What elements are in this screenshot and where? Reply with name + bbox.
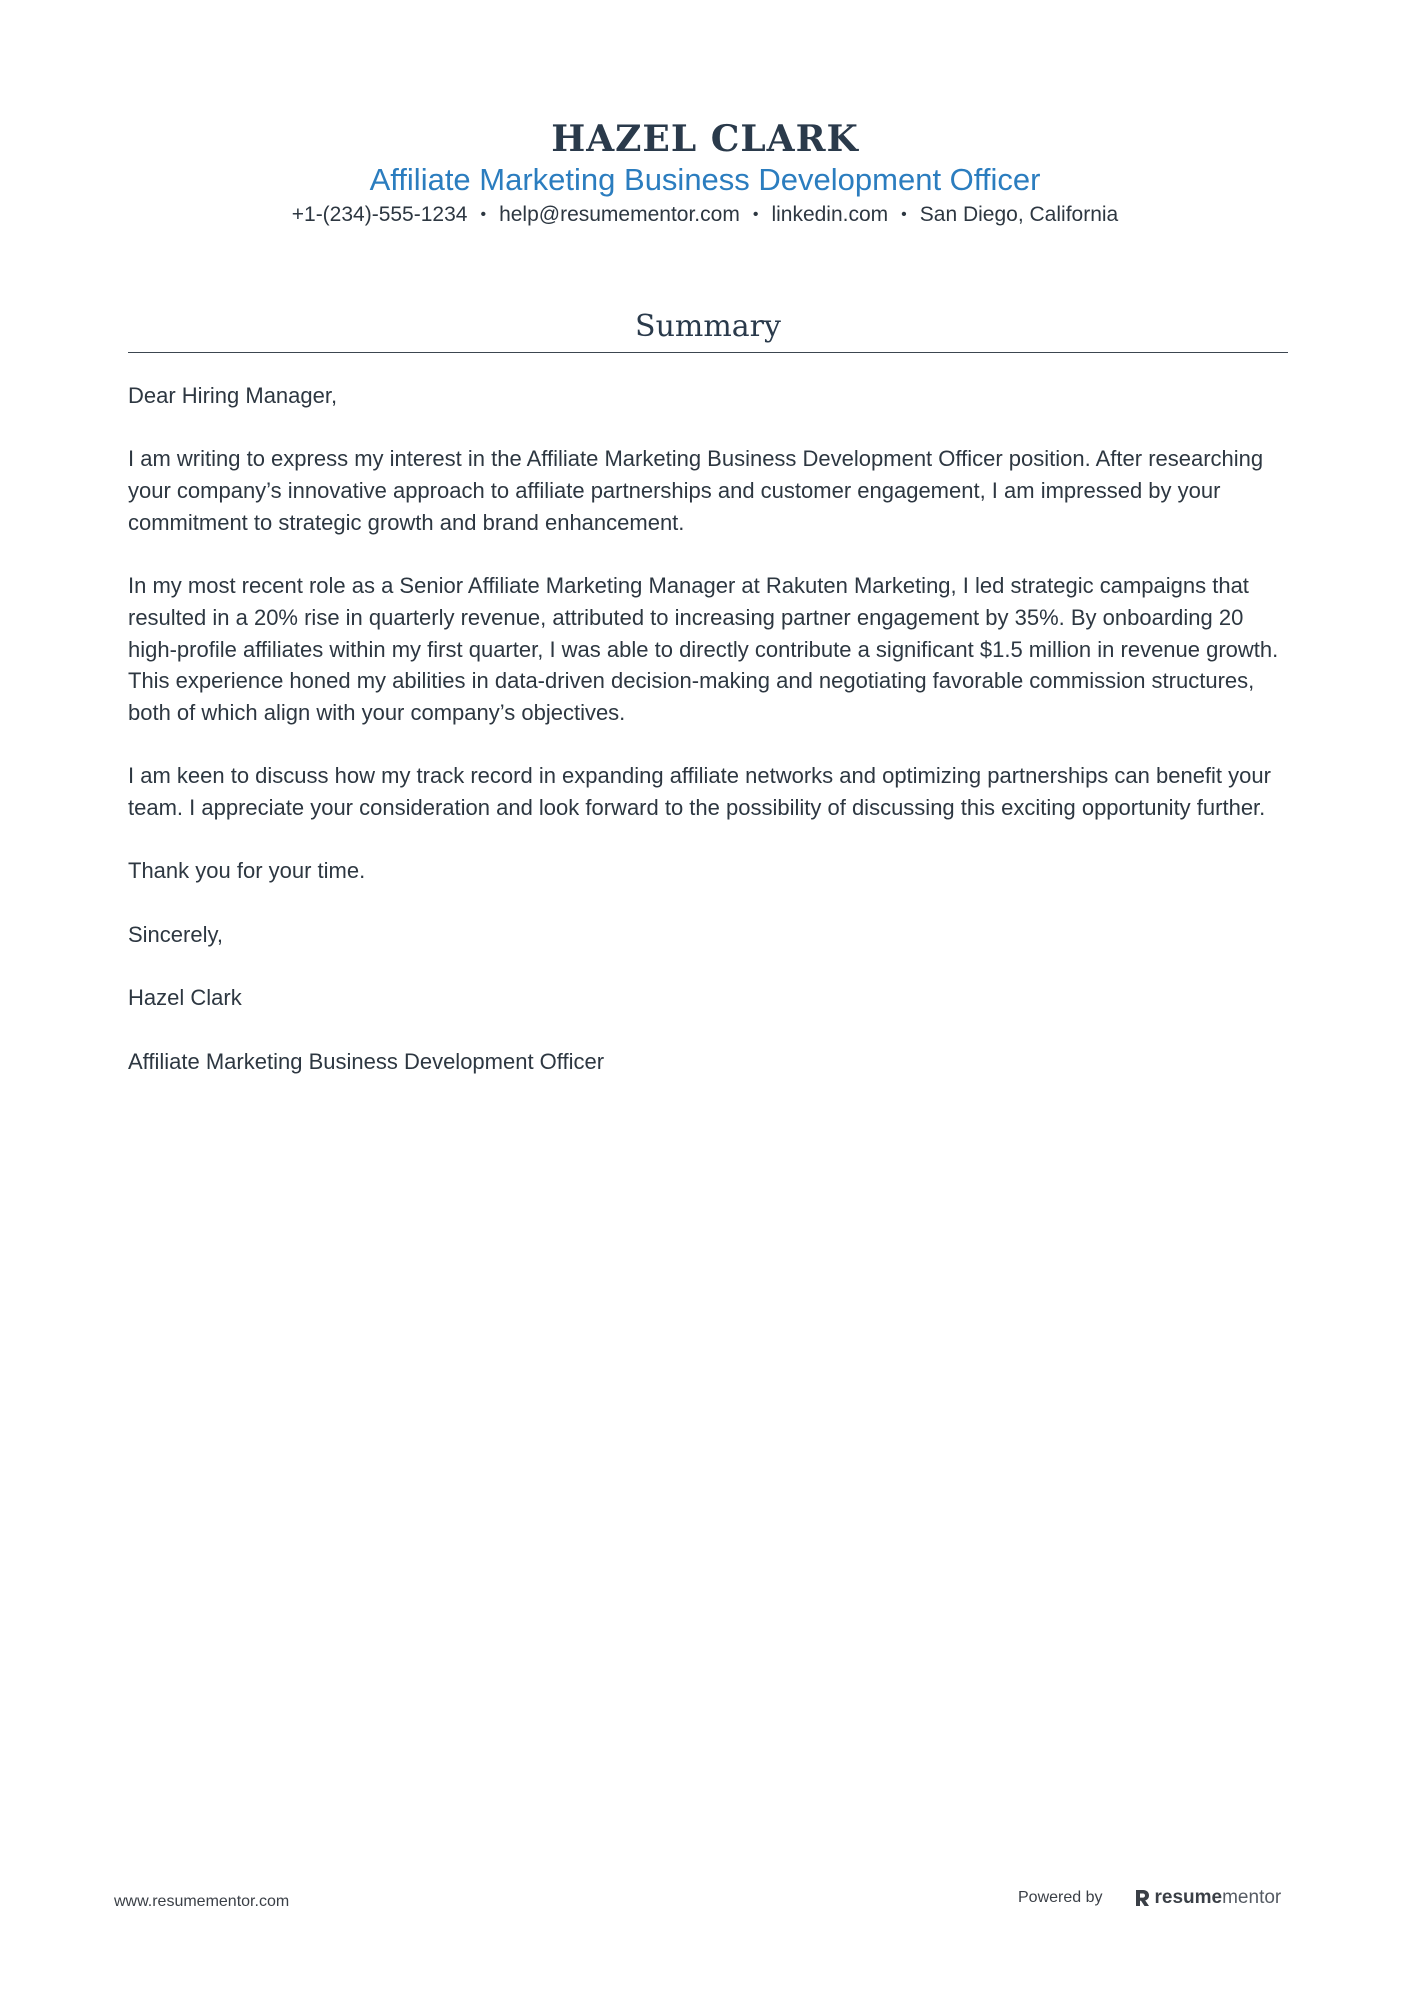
resumementor-logo-icon xyxy=(1133,1888,1151,1908)
contact-email[interactable]: help@resumementor.com xyxy=(499,203,740,226)
signature-name: Hazel Clark xyxy=(128,985,242,1011)
letter-paragraph: In my most recent role as a Senior Affiliate Marketing Manager at Rakuten Marketing, I led strategic campaigns that resulted in a 20% rise in quarterly revenue, attributed to increasing partner engagement by 35%. By onboarding 20 high-profile affiliates within my first quarter, I was able to directly contribute a significant $1.5 million in revenue growth. This experience honed my abilities in data-driven decision-making and negotiating favorable commission structures, both of which align with your company’s objectives. xyxy=(128,573,1279,725)
brand-logo[interactable] xyxy=(1133,1887,1282,1909)
contact-location: San Diego, California xyxy=(919,203,1119,226)
brand-name-part1: resume xyxy=(1154,1887,1223,1908)
brand-name-part2: mentor xyxy=(1222,1887,1282,1908)
candidate-title: Affiliate Marketing Business Development Officer xyxy=(369,162,1041,197)
contact-phone: +1-(234)-555-1234 xyxy=(291,203,468,226)
footer-website[interactable]: www.resumementor.com xyxy=(114,1893,290,1910)
section-title-summary: Summary xyxy=(635,309,781,344)
contact-linkedin[interactable]: linkedin.com xyxy=(771,203,889,226)
letter-paragraph: I am keen to discuss how my track record in expanding affiliate networks and optimizing partnerships can benefit your team. I appreciate your consideration and look forward to the possibility of discussing this exciting opportunity further. xyxy=(128,763,1271,821)
contact-separator: • xyxy=(480,206,487,223)
letter-thanks: Thank you for your time. xyxy=(128,858,366,884)
candidate-name: HAZEL CLARK xyxy=(551,118,859,160)
contact-separator: • xyxy=(901,206,907,223)
section-divider xyxy=(128,352,1288,353)
contact-line xyxy=(0,200,1410,230)
letter-paragraph: I am writing to express my interest in the Affiliate Marketing Business Development Officer position. After researching your company’s innovative approach to affiliate partnerships and customer engagement, I am impressed by your commitment to strategic growth and brand enhancement. xyxy=(128,446,1264,535)
signature-title: Affiliate Marketing Business Development Officer xyxy=(128,1048,605,1074)
powered-by-label: Powered by xyxy=(1018,1889,1103,1906)
letter-closing: Sincerely, xyxy=(128,921,223,947)
footer-branding xyxy=(1018,1887,1281,1909)
letter-header xyxy=(0,116,1410,230)
contact-separator: • xyxy=(752,206,759,223)
letter-body xyxy=(128,380,1288,1109)
letter-greeting: Dear Hiring Manager, xyxy=(128,383,338,408)
